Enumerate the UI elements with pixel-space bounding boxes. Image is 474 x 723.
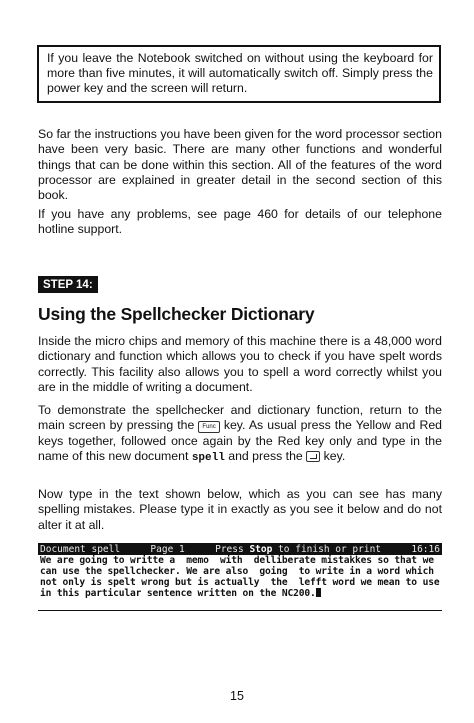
status-time: 16:16: [411, 544, 440, 555]
status-stop: Stop: [249, 544, 273, 555]
status-page: Page 1: [150, 544, 185, 555]
body-paragraph-2-part-a: To demonstrate the spellchecker and dictionary function, return to the main screen by pressing the: [38, 403, 442, 433]
body-paragraph-2-part-b: key. As usual press the Yellow and Red keys together, followed once again by the Red key only and type in the name of this new document: [38, 418, 442, 463]
notebook-screen: [38, 543, 442, 611]
screen-line-3: not only is spelt wrong but is actually the lefft word we mean to use: [40, 577, 440, 588]
note-text: If you leave the Notebook switched on without using the keyboard for more than five minutes, it will automatically switch off. Simply press the power key and the screen will return.: [47, 51, 433, 95]
screen-line-1: We are going to writte a memo with delliberate mistakkes so that we: [40, 555, 434, 566]
screen-line-4: in this particular sentence written on the NC200.: [38, 588, 442, 599]
status-instruction: Press Stop to finish or print: [215, 544, 382, 555]
screen-status-bar: [38, 544, 442, 555]
body-paragraph-1: Inside the micro chips and memory of this machine there is a 48,000 word dictionary and function which allows you to check if you have spelt words correctly. This facility also allows you to spell a word correctly whilst you are in the middle of writing a document.: [38, 334, 442, 394]
status-document: Document spell: [40, 544, 121, 555]
body-paragraph-2-part-c: and press the: [228, 448, 303, 463]
body-paragraph-2-part-d: key.: [323, 448, 346, 463]
page-number: 15: [230, 689, 244, 703]
text-cursor: [316, 588, 321, 597]
step-badge: STEP 14:: [38, 276, 98, 293]
body-paragraph-2: [38, 403, 442, 466]
func-key-icon: Func: [198, 421, 219, 433]
body-paragraph-3: Now type in the text shown below, which as you can see has many spelling mistakes. Please type it in exactly as you see it below and do not alter it at all.: [38, 487, 442, 532]
screen-line-2: can use the spellchecker. We are also going to write in a word which: [40, 566, 434, 577]
section-heading: Using the Spellchecker Dictionary: [38, 304, 315, 324]
document-name: spell: [191, 451, 225, 464]
note-box: [37, 45, 441, 103]
screen-line-blank: [38, 599, 442, 610]
enter-key-icon: [306, 451, 320, 462]
intro-paragraph-2: If you have any problems, see page 460 for details of our telephone hotline support.: [38, 207, 442, 237]
intro-paragraph-1: So far the instructions you have been given for the word processor section have been very basic. There are many other functions and wonderful things that can be done within this section. All of the features of the word processor are explained in greater detail in the second section of this book.: [38, 127, 442, 203]
